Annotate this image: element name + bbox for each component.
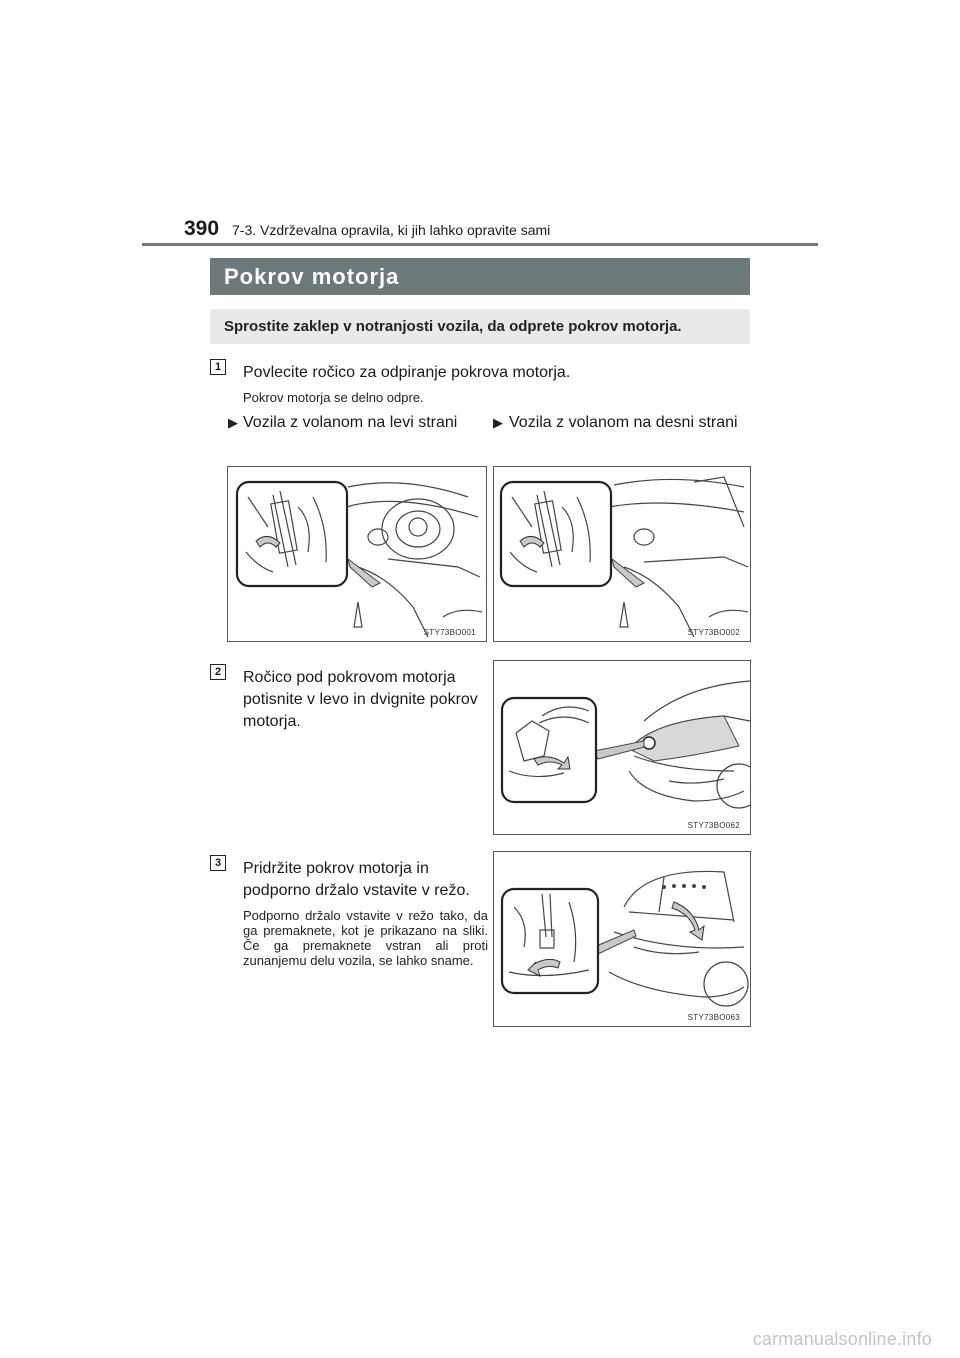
page-number: 390 [184, 217, 220, 240]
step-number-3: 3 [210, 855, 226, 871]
triangle-right-icon: ▶ [228, 415, 238, 430]
lead-box [210, 309, 750, 344]
step-3-text: Pridržite pokrov motorja in podporno držalo vstavite v režo. [243, 860, 470, 899]
figure-hood-support-rod [493, 851, 751, 1027]
figure-lhd-hood-release [227, 466, 487, 642]
section-title: Pokrov motorja [224, 264, 400, 289]
step-1-note: Pokrov motorja se delno odpre. [243, 390, 424, 405]
chapter-title: 7-3. Vzdrževalna opravila, ki jih lahko opravite sami [232, 222, 551, 238]
step-3-note: Podporno držalo vstavite v režo tako, da ga premaknete, kot je prikazano na sliki. Če ga premaknete vstran ali proti zunanjemu delu vozila, se lahko sname. [243, 908, 488, 968]
watermark: carmanualsonline.info [752, 1329, 932, 1349]
figure-rhd-hood-release [493, 466, 751, 642]
figure-code: STY73BO062 [687, 821, 740, 830]
figure-code: STY73BO063 [687, 1013, 740, 1022]
step-2-text: Ročico pod pokrovom motorja potisnite v levo in dvignite pokrov motorja. [243, 669, 478, 730]
lead-text: Sprostite zaklep v notranjosti vozila, da odprete pokrov motorja. [224, 318, 682, 335]
step-1-text: Povlecite ročico za odpiranje pokrova motorja. [243, 364, 571, 381]
step-number-1: 1 [210, 359, 226, 375]
figure-hood-lever [493, 660, 751, 835]
section-title-bar [210, 258, 750, 295]
variant-rhd-label: Vozila z volanom na desni strani [509, 414, 738, 431]
header-rule [142, 243, 818, 246]
figure-code: STY73BO002 [687, 628, 740, 637]
triangle-right-icon: ▶ [493, 415, 503, 430]
variant-lhd-label: Vozila z volanom na levi strani [243, 414, 458, 431]
step-number-2: 2 [210, 664, 226, 680]
figure-code: STY73BO001 [423, 628, 476, 637]
